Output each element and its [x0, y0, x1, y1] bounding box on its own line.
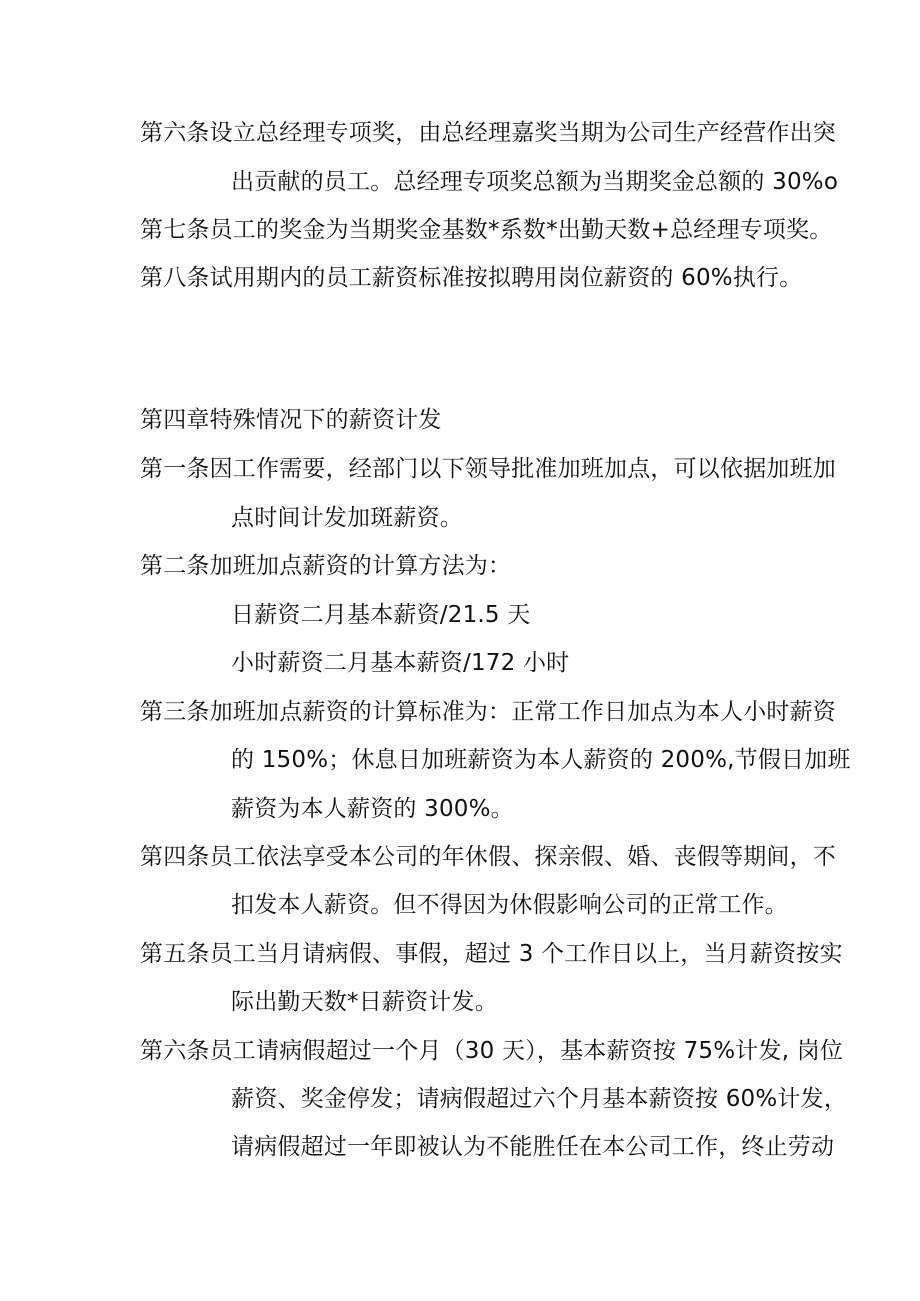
- chapter-4-article-5-line-2: 际出勤天数*日薪资计发。: [231, 989, 498, 1015]
- article-6-bonus-line-2: 出贡献的员工。总经理专项奖总额为当期奖金总额的 30%o: [231, 169, 839, 195]
- hourly-wage-formula: 小时薪资二月基本薪资/172 小时: [231, 650, 570, 676]
- chapter-4-article-3-line-2: 的 150%；休息日加班薪资为本人薪资的 200%,节假日加班: [231, 747, 851, 773]
- chapter-4-article-6-line-1: 第六条员工请病假超过一个月（30 天），基本薪资按 75%计发, 岗位: [140, 1038, 844, 1064]
- chapter-4-article-3-line-3: 薪资为本人薪资的 300%。: [231, 796, 514, 822]
- chapter-4-article-4-line-1: 第四条员工依法享受本公司的年休假、探亲假、婚、丧假等期间，不: [140, 844, 836, 870]
- chapter-4-title: 第四章特殊情况下的薪资计发: [140, 407, 442, 433]
- article-6-bonus-line-1: 第六条设立总经理专项奖，由总经理嘉奖当期为公司生产经营作出突: [140, 120, 836, 146]
- chapter-4-article-6-line-3: 请病假超过一年即被认为不能胜任在本公司工作，终止劳动: [231, 1134, 835, 1160]
- chapter-4-article-5-line-1: 第五条员工当月请病假、事假，超过 3 个工作日以上，当月薪资按实: [140, 941, 843, 967]
- chapter-4-article-2-line-1: 第二条加班加点薪资的计算方法为：: [140, 553, 512, 579]
- article-7-bonus-line-1: 第七条员工的奖金为当期奖金基数*系数*出勤天数+总经理专项奖。: [140, 217, 833, 243]
- chapter-4-article-4-line-2: 扣发本人薪资。但不得因为休假影响公司的正常工作。: [231, 892, 788, 918]
- chapter-4-article-3-line-1: 第三条加班加点薪资的计算标准为：正常工作日加点为本人小时薪资: [140, 699, 836, 725]
- chapter-4-article-6-line-2: 薪资、奖金停发；请病假超过六个月基本薪资按 60%计发，: [231, 1086, 848, 1112]
- chapter-4-article-1-line-2: 点时间计发加斑薪资。: [231, 505, 463, 531]
- article-8-probation-line-1: 第八条试用期内的员工薪资标准按拟聘用岗位薪资的 60%执行。: [140, 265, 803, 291]
- daily-wage-formula: 日薪资二月基本薪资/21.5 天: [231, 602, 531, 628]
- chapter-4-article-1-line-1: 第一条因工作需要，经部门以下领导批准加班加点，可以依据加班加: [140, 456, 836, 482]
